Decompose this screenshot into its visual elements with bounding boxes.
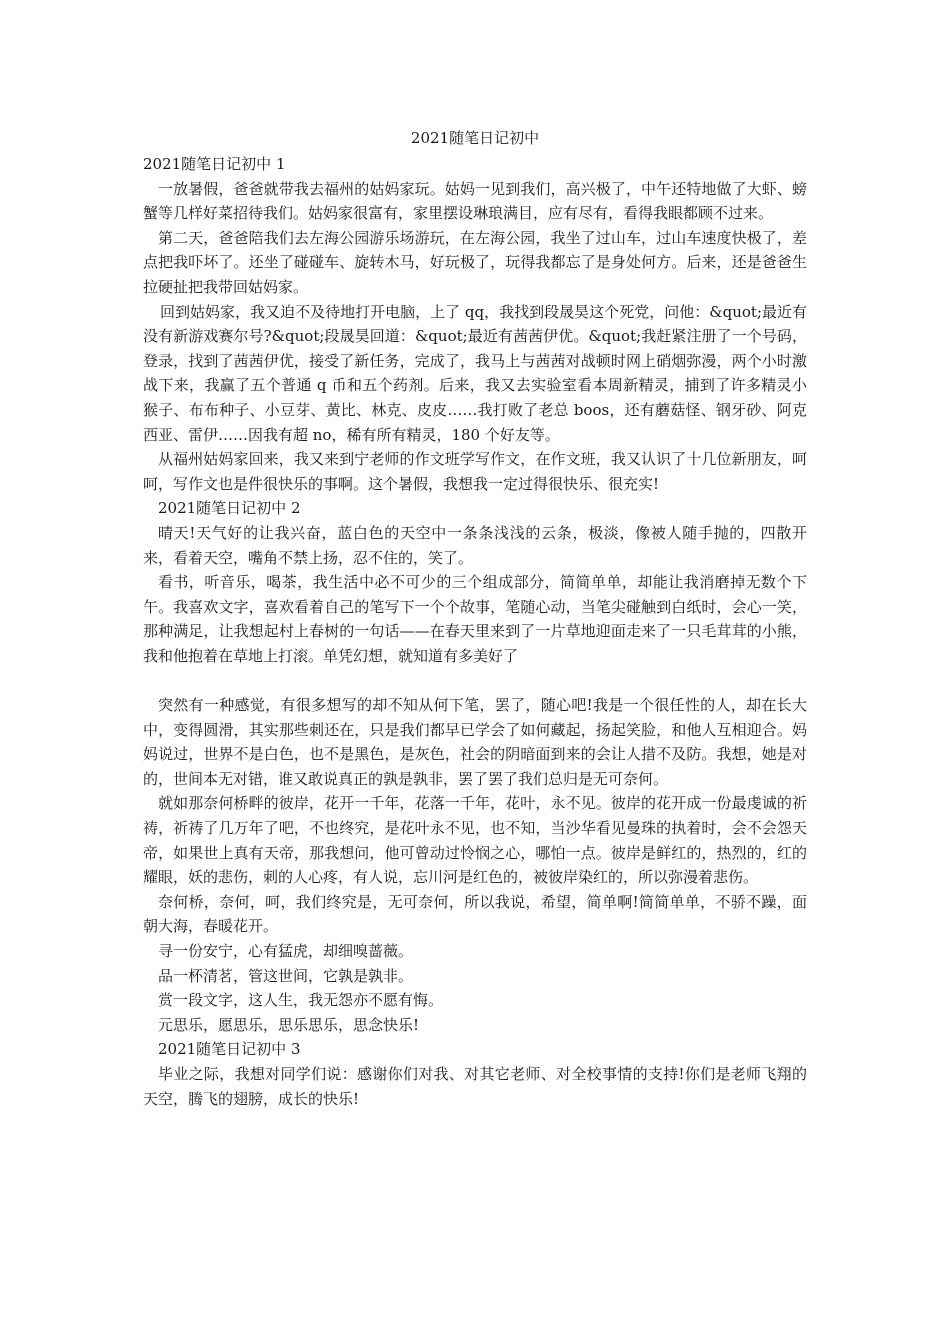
paragraph: 元思乐，愿思乐，思乐思乐，思念快乐! <box>158 1015 420 1034</box>
section-heading-2: 2021随笔日记初中 2 <box>158 499 301 518</box>
paragraph: 就如那奈何桥畔的彼岸，花开一千年，花落一千年，花叶，永不见。彼岸的花开成一份最虔诚的祈祷，祈祷了几万年了吧，不也终究，是花叶永不见，也不知，当沙华看见曼珠的执着时，会不会怨天帝，如果世上真有天帝，那我想问，他可曾动过怜悯之心，哪怕一点。彼岸是鲜红的，热烈的，红的耀眼，妖的悲伤，刺的人心疼，有人说，忘川河是红色的，被彼岸染红的，所以弥漫着悲伤。 <box>143 794 807 887</box>
paragraph: 毕业之际，我想对同学们说：感谢你们对我、对其它老师、对全校事情的支持!你们是老师飞翔的天空，腾飞的翅膀，成长的快乐! <box>143 1064 807 1108</box>
section-heading-1: 2021随笔日记初中 1 <box>143 155 286 173</box>
paragraph: 回到姑妈家，我又迫不及待地打开电脑，上了 qq，我找到段晟昊这个死党，问他：&quot;最近有没有新游戏赛尔号?&quot;段晟昊回道：&quot;最近有茜茜伊优。&quot;我赶紧注册了一个号码，登录，找到了茜茜伊优，接受了新任务，完成了，我马上与茜茜对战顿时网上硝烟弥漫，两个小时激战下来，我赢了五个普通 q 币和五个药剂。后来，我又去实验室看本周新精灵，捕到了许多精灵小猴子、布布种子、小豆芽、黄比、林克、皮皮……我打败了老总 boos，还有蘑菇怪、钢牙砂、阿克西亚、雷伊……因我有超 no，稀有所有精灵，180 个好友等。 <box>143 302 807 444</box>
paragraph: 第二天，爸爸陪我们去左海公园游乐场游玩，在左海公园，我坐了过山车，过山车速度快极了，差点把我吓坏了。还坐了碰碰车、旋转木马，好玩极了，玩得我都忘了是身处何方。后来，还是爸爸生拉硬扯把我带回姑妈家。 <box>143 228 807 296</box>
document-page <box>143 126 807 1111</box>
blank-line <box>143 668 807 693</box>
paragraph: 寻一份安宁，心有猛虎，却细嗅蔷薇。 <box>158 942 414 960</box>
document-title: 2021随笔日记初中 <box>410 129 540 147</box>
paragraph: 品一杯清茗，管这世间，它孰是孰非。 <box>158 966 414 985</box>
paragraph: 看书，听音乐，喝茶，我生活中必不可少的三个组成部分，简简单单，却能让我消磨掉无数个下午。我喜欢文字，喜欢看着自己的笔写下一个个故事，笔随心动，当笔尖碰触到白纸时，会心一笑，那种满足，让我想起村上春树的一句话——在春天里来到了一片草地迎面走来了一只毛茸茸的小熊，我和他抱着在草地上打滚。单凭幻想，就知道有多美好了 <box>143 573 807 665</box>
paragraph: 奈何桥，奈何，呵，我们终究是，无可奈何，所以我说，希望，简单啊!简简单单，不骄不躁，面朝大海，春暖花开。 <box>143 892 807 936</box>
paragraph: 一放暑假，爸爸就带我去福州的姑妈家玩。姑妈一见到我们，高兴极了，中午还特地做了大虾、螃蟹等几样好菜招待我们。姑妈家很富有，家里摆设琳琅满目，应有尽有，看得我眼都顾不过来。 <box>143 179 807 223</box>
paragraph: 晴天!天气好的让我兴奋，蓝白色的天空中一条条浅浅的云条，极淡，像被人随手抛的，四散开来，看着天空，嘴角不禁上扬，忍不住的，笑了。 <box>143 523 807 567</box>
section-heading-3: 2021随笔日记初中 3 <box>158 1040 301 1059</box>
paragraph: 从福州姑妈家回来，我又来到宁老师的作文班学写作文，在作文班，我又认识了十几位新朋友，呵呵，写作文也是件很快乐的事啊。这个暑假，我想我一定过得很快乐、很充实! <box>143 450 807 493</box>
paragraph: 赏一段文字，这人生，我无怨亦不愿有悔。 <box>158 991 444 1010</box>
paragraph: 突然有一种感觉，有很多想写的却不知从何下笔，罢了，随心吧!我是一个很任性的人，却在长大中，变得圆滑，其实那些刺还在，只是我们都早已学会了如何藏起，扬起笑脸，和他人互相迎合。妈妈说过，世界不是白色，也不是黑色，是灰色，社会的阴暗面到来的会让人措不及防。我想，她是对的，世间本无对错，谁又敢说真正的孰是孰非，罢了罢了我们总归是无可奈何。 <box>143 696 807 788</box>
